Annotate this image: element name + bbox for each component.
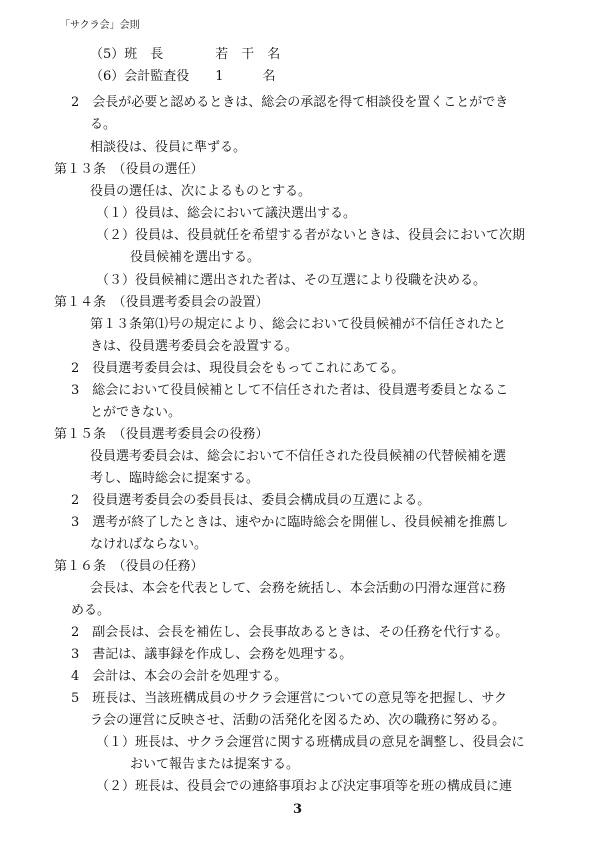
text-line: 5 班長は、当該班構成員のサクラ会運営についての意見等を把握し、サク [71,691,507,706]
text-line: 会長は、本会を代表として、会務を統括し、本会活動の円滑な運営に務 [90,581,506,596]
text-line: なければならない。 [90,537,208,552]
text-line: 第１３条第⑴号の規定により、総会において役員候補が不信任されたと [90,317,507,332]
article-heading: 第１６条 （役員の任務） [54,559,204,574]
text-line: 2 役員選考委員会の委員長は、委員会構成員の互選による。 [71,493,431,508]
text-line: 3 選考が終了したときは、速やかに臨時総会を開催し、役員候補を推薦し [71,515,509,530]
article-heading: 第１３条 （役員の選任） [54,162,204,177]
text-line: とができない。 [90,405,182,420]
text-line: （6）会計監査役 1 名 [90,69,276,84]
page-number: 3 [292,802,303,817]
text-line: 3 総会において役員候補として不信任された者は、役員選考委員となるこ [71,383,509,398]
text-line: （5）班 長 若 干 名 [90,47,281,62]
text-line: 2 役員選考委員会は、現役員会をもってこれにあてる。 [71,361,405,376]
text-line: 4 会計は、本会の会計を処理する。 [71,669,288,684]
text-line: 相談役は、役員に準ずる。 [90,140,247,155]
text-line: ラ会の運営に反映させ、活動の活発化を図るため、次の職務に努める。 [90,713,506,728]
text-line: 考し、臨時総会に提案する。 [90,471,260,486]
text-line: 2 副会長は、会長を補佐し、会長事故あるときは、その任務を代行する。 [71,625,509,640]
text-line: （２）役員は、役員就任を希望する者がないときは、役員会において次期 [96,228,526,243]
text-line: きは、役員選考委員会を設置する。 [90,339,299,354]
text-line: 役員選考委員会は、総会において不信任された役員候補の代替候補を選 [90,449,507,464]
text-line: める。 [71,603,111,618]
text-line: おいて報告または提案する。 [130,757,300,772]
text-line: （３）役員候補に選出された者は、その互選により役職を決める。 [96,273,487,288]
text-line: （１）役員は、総会において議決選出する。 [96,206,357,221]
document-header: 「サクラ会」会則 [60,20,140,31]
text-line: 2 会長が必要と認めるときは、総会の承認を得て相談役を置くことができ [71,95,509,110]
article-heading: 第１４条 （役員選考委員会の設置） [54,295,269,310]
text-line: 役員の選任は、次によるものとする。 [90,184,312,199]
article-heading: 第１５条 （役員選考委員会の役務） [54,427,269,442]
text-line: （１）班長は、サクラ会運営に関する班構成員の意見を調整し、役員会に [96,735,525,750]
text-line: 3 書記は、議事録を作成し、会務を処理する。 [71,647,353,662]
text-line: る。 [90,117,117,132]
text-line: （２）班長は、役員会での連絡事項および決定事項等を班の構成員に連 [96,779,513,794]
text-line: 役員候補を選出する。 [130,250,261,265]
